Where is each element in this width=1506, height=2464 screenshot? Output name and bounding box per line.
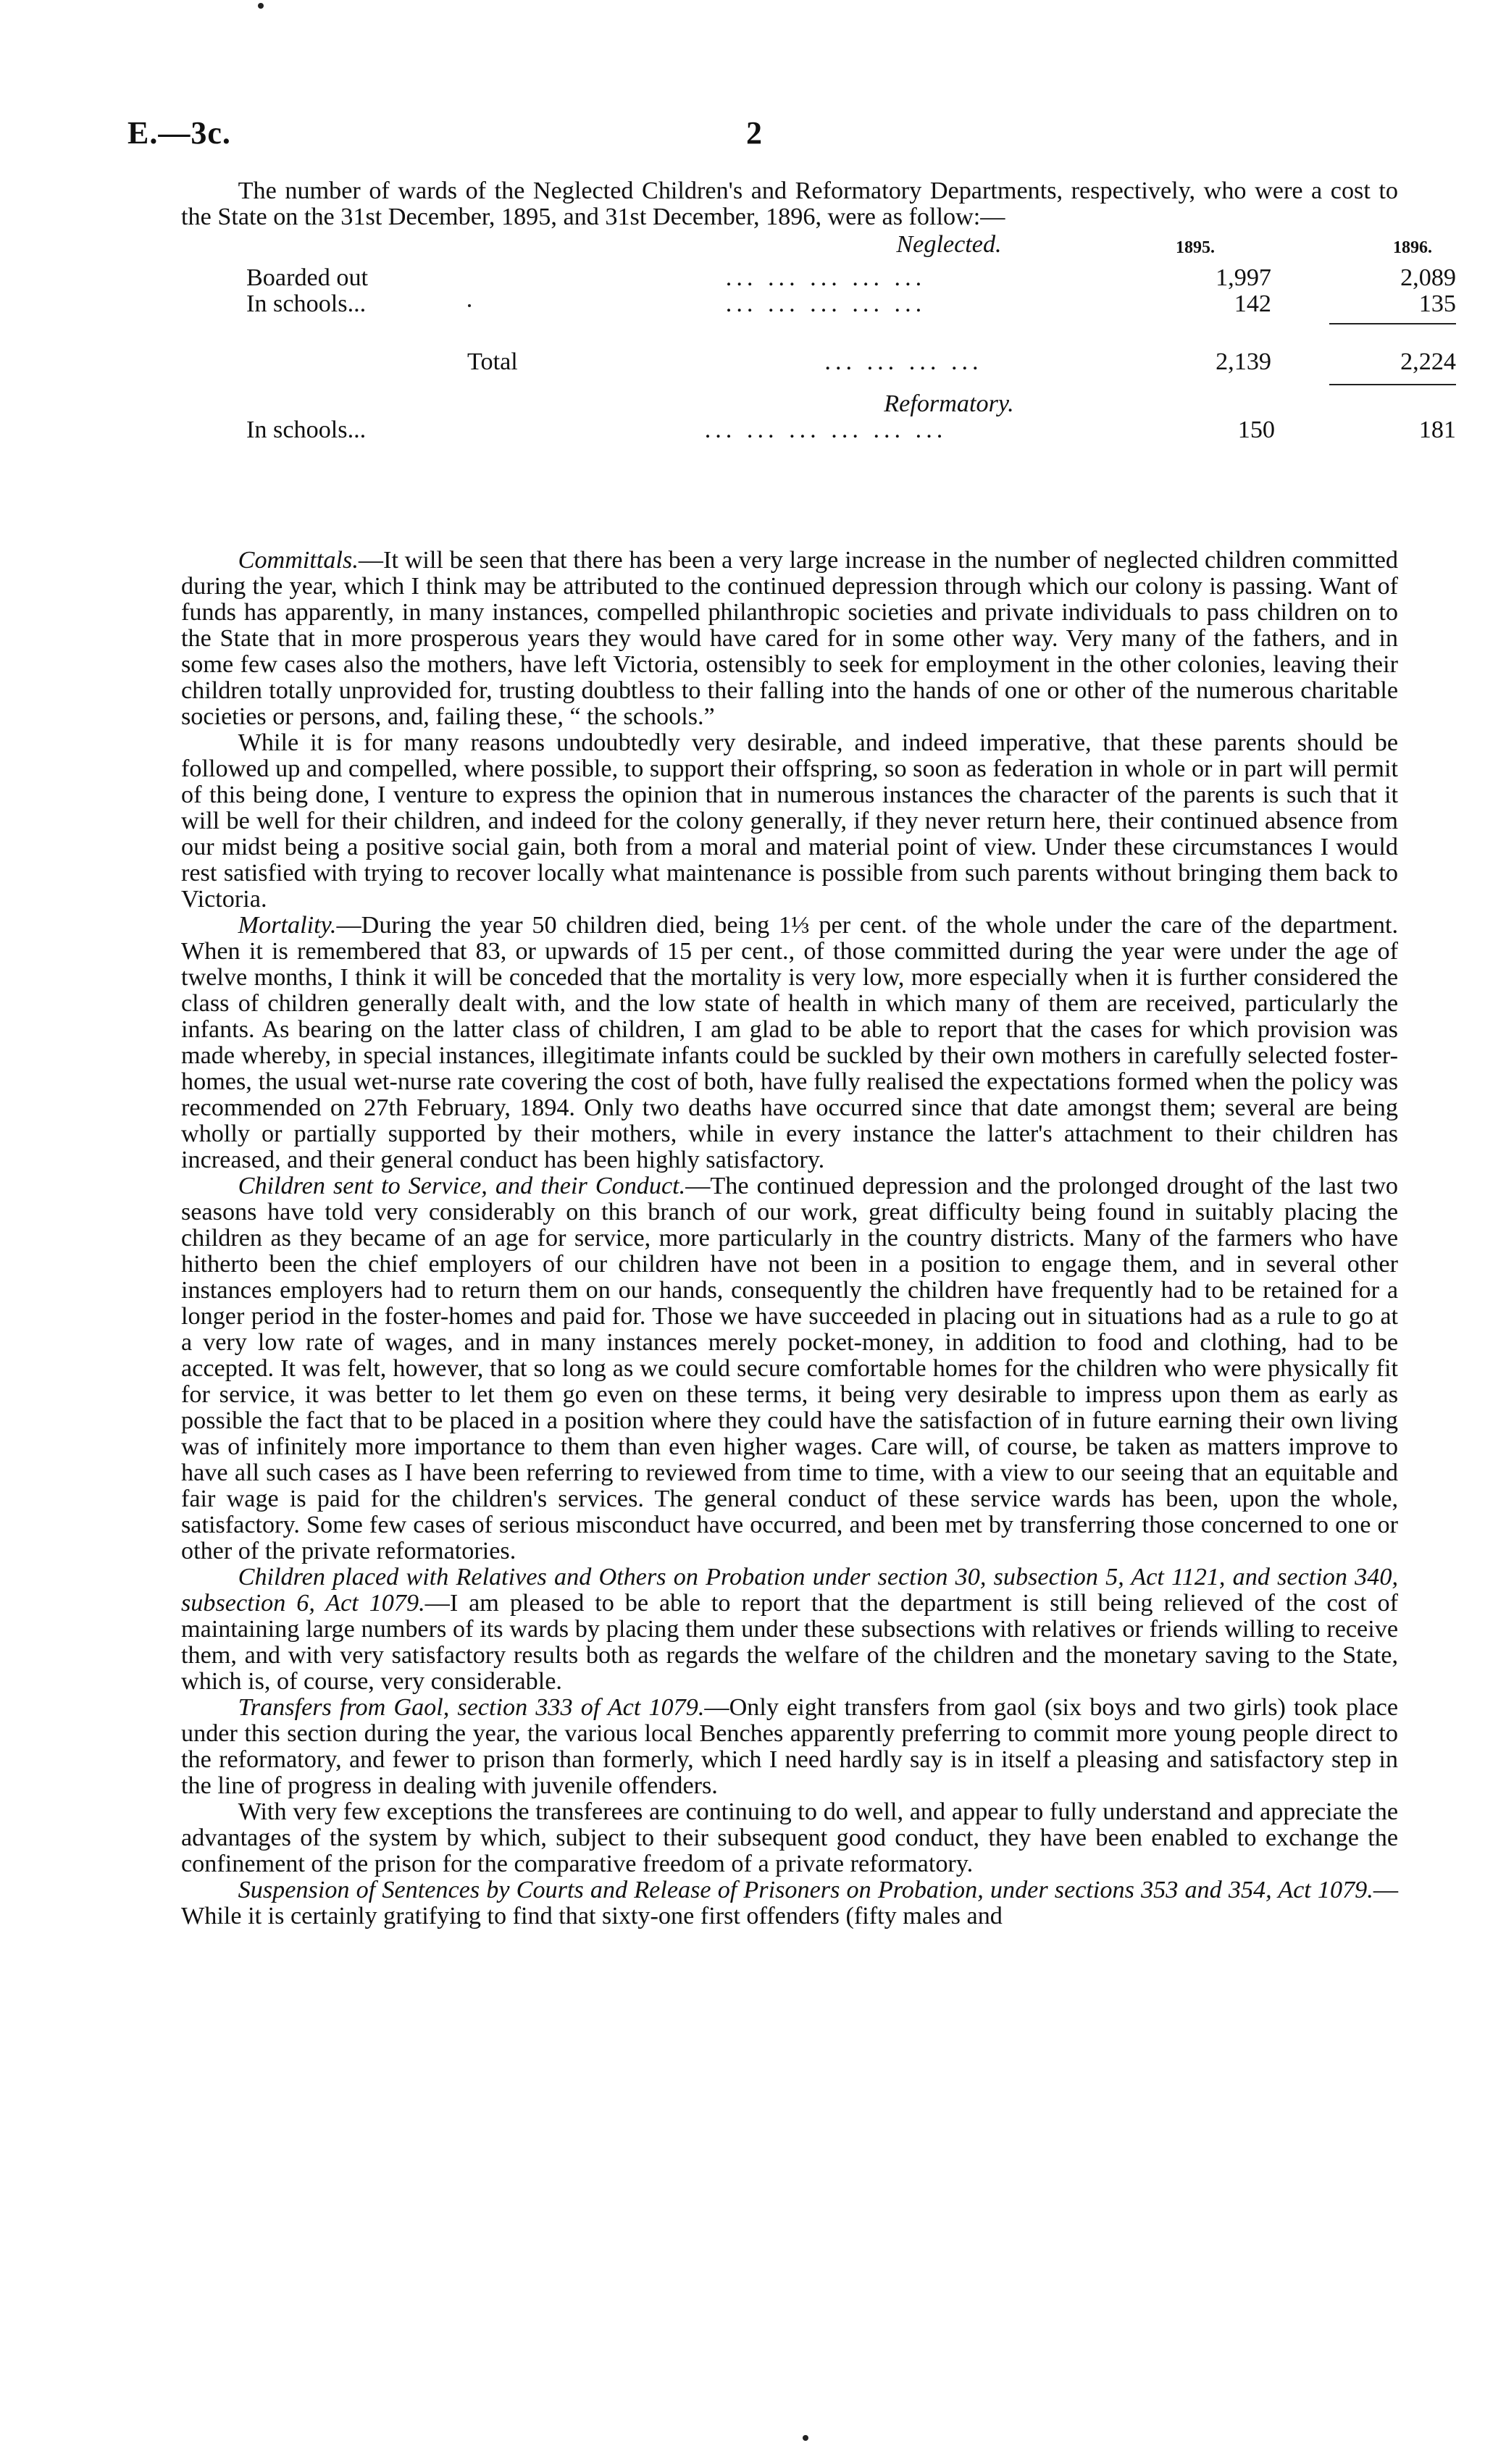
ink-dot	[803, 2435, 808, 2441]
cell-boarded-out-1895: 1,997	[1216, 264, 1271, 291]
row-leader: ... ... ... ... ...	[725, 290, 926, 317]
total-rule	[1329, 384, 1456, 385]
reformatory-heading: Reformatory.	[884, 390, 1014, 417]
ink-speck	[468, 304, 471, 307]
relatives-heading: Children placed with Relatives and Others on Probation under section 30, subsection 5, Act 1121, and section 340, subsection 6, Act 1079.	[181, 1564, 1398, 1617]
mortality-heading: Mortality.	[238, 912, 337, 939]
page-number: 2	[746, 115, 762, 151]
gaol-transfers-heading: Transfers from Gaol, section 333 of Act 1079.	[238, 1694, 705, 1721]
neglected-heading: Neglected.	[896, 231, 1002, 258]
gaol-transfers-paragraph: Transfers from Gaol, section 333 of Act 1079.—Only eight transfers from gaol (six boys and two girls) took place under this section during the year, the various local Benches apparently preferring to commit more young people direct to the reformatory, and fewer to prison than formerly, which I need hardly say is in itself a pleasing and satisfactory step in the line of progress in dealing with juvenile offenders.	[181, 1694, 1398, 1799]
row-leader: ... ... ... ... ...	[725, 264, 926, 291]
service-heading: Children sent to Service, and their Conduct.	[238, 1173, 686, 1199]
total-label: Total	[467, 348, 518, 375]
wards-table	[181, 230, 1456, 548]
subtotal-rule	[1329, 323, 1456, 324]
column-header-1896: 1896.	[1393, 238, 1432, 257]
committals-paragraph: Committals.—It will be seen that there has been a very large increase in the number of neglected children committed during the year, which I think may be attributed to the continued depression through which our colony is passing. Want of funds has apparently, in many instances, compelled philanthropic societies and private individuals to pass children on to the State that in more prosperous years they would have cared for in some other way. Very many of the fathers, and in some few cases also the mothers, have left Victoria, ostensibly to seek for employment in the other colonies, leaving their children totally unprovided for, trusting doubtless to their falling into the hands of one or other of the numerous charitable societies or persons, and, failing these, “ the schools.”	[181, 547, 1398, 730]
parents-paragraph: While it is for many reasons undoubtedly very desirable, and indeed imperative, that these parents should be followed up and compelled, where possible, to support their offspring, so soon as federation in whole or in part will permit of this being done, I venture to express the opinion that in numerous instances the character of the parents is such that it will be well for their children, and indeed for the colony generally, if they never return here, their continued absence from our midst being a positive social gain, both from a moral and material point of view. Under these circumstances I would rest satisfied with trying to recover locally what maintenance is possible from such parents without bringing them back to Victoria.	[181, 729, 1398, 913]
row-leader: ... ... ... ... ... ...	[704, 416, 947, 443]
intro-paragraph: The number of wards of the Neglected Children's and Reformatory Departments, respectively, who were a cost to the State on the 31st December, 1895, and 31st December, 1896, were as follow:—	[181, 177, 1398, 230]
column-header-1895: 1895.	[1176, 238, 1215, 257]
cell-boarded-out-1896: 2,089	[1400, 264, 1456, 291]
row-label-in-schools: In schools...	[246, 290, 367, 317]
row-label-boarded-out: Boarded out	[246, 264, 369, 291]
cell-in-schools-1895: 142	[1234, 290, 1271, 317]
transferees-paragraph: With very few exceptions the transferees are continuing to do well, and appear to fully understand and appreciate the advantages of the system by which, subject to their subsequent good conduct, they have been enabled to exchange the confinement of the prison for the comparative freedom of a private reformatory.	[181, 1798, 1398, 1877]
service-paragraph: Children sent to Service, and their Conduct.—The continued depression and the prolonged drought of the last two seasons have told very considerably on this branch of our work, great difficulty being found in suitably placing the children as they became of an age for service, more particularly in the country districts. Many of the farmers who have hitherto been the chief employers of our children have not been in a position to engage them, and in several other instances employers had to return them on our hands, consequently the children have frequently had to be retained for a longer period in the foster-homes and paid for. Those we have succeeded in placing out in situations had as a rule to go at a very low rate of wages, and in many instances merely pocket-money, in addition to food and clothing, had to be accepted. It was felt, however, that so long as we could secure comfortable homes for the children who were physically fit for service, it was better to let them go even on these terms, it being very desirable to impress upon them as early as possible the fact that to be placed in a position where they could have the satisfaction of in future earning their own living was of infinitely more importance to them than even higher wages. Care will, of course, be taken as matters improve to have all such cases as I have been referring to reviewed from time to time, with a view to our seeing that an equitable and fair wage is paid for the children's services. The general conduct of these service wards has been, upon the whole, satisfactory. Some few cases of serious misconduct have occurred, and been met by transferring those concerned to one or other of the private reformatories.	[181, 1173, 1399, 1564]
cell-reformatory-1896: 181	[1418, 416, 1456, 443]
cell-reformatory-1895: 150	[1237, 416, 1275, 443]
ink-dot	[258, 3, 264, 9]
mortality-paragraph: Mortality.—During the year 50 children died, being 1⅓ per cent. of the whole under the care of the department. When it is remembered that 83, or upwards of 15 per cent., of those committed during the year were under the age of twelve months, I think it will be conceded that the mortality is very low, more especially when it is further considered the class of children generally dealt with, and the low state of health in which many of them are received, particularly the infants. As bearing on the latter class of children, I am glad to be able to report that the cases for which provision was made whereby, in special instances, illegitimate infants could be suckled by their own mothers in carefully selected foster-homes, the usual wet-nurse rate covering the cost of both, have fully realised the expectations formed when the policy was recommended on 27th February, 1894. Only two deaths have occurred since that date amongst them; several are being wholly or partially supported by their mothers, while in every instance the latter's attachment to their children has increased, and their general conduct has been highly satisfactory.	[181, 912, 1398, 1173]
suspension-heading: Suspension of Sentences by Courts and Release of Prisoners on Probation, under sections 353 and 354, Act 1079.	[238, 1877, 1373, 1903]
cell-in-schools-1896: 135	[1418, 290, 1456, 317]
suspension-paragraph: Suspension of Sentences by Courts and Release of Prisoners on Probation, under sections 353 and 354, Act 1079.—While it is certainly gratifying to find that sixty-one first offenders (fifty males and	[181, 1877, 1398, 1929]
cell-total-1895: 2,139	[1216, 348, 1271, 375]
row-label-reformatory-in-schools: In schools...	[246, 416, 367, 443]
total-leader: ... ... ... ...	[824, 348, 983, 375]
committals-heading: Committals.	[238, 547, 359, 574]
document-reference: E.—3c.	[127, 115, 231, 151]
cell-total-1896: 2,224	[1400, 348, 1456, 375]
relatives-paragraph: Children placed with Relatives and Others on Probation under section 30, subsection 5, Act 1121, and section 340, subsection 6, Act 1079.—I am pleased to be able to report that the department is still being relieved of the cost of maintaining large numbers of its wards by placing them under these subsections with relatives or friends willing to receive them, and with very satisfactory results both as regards the welfare of the children and the monetary saving to the State, which is, of course, very considerable.	[181, 1564, 1398, 1695]
document-body	[181, 177, 1456, 1929]
